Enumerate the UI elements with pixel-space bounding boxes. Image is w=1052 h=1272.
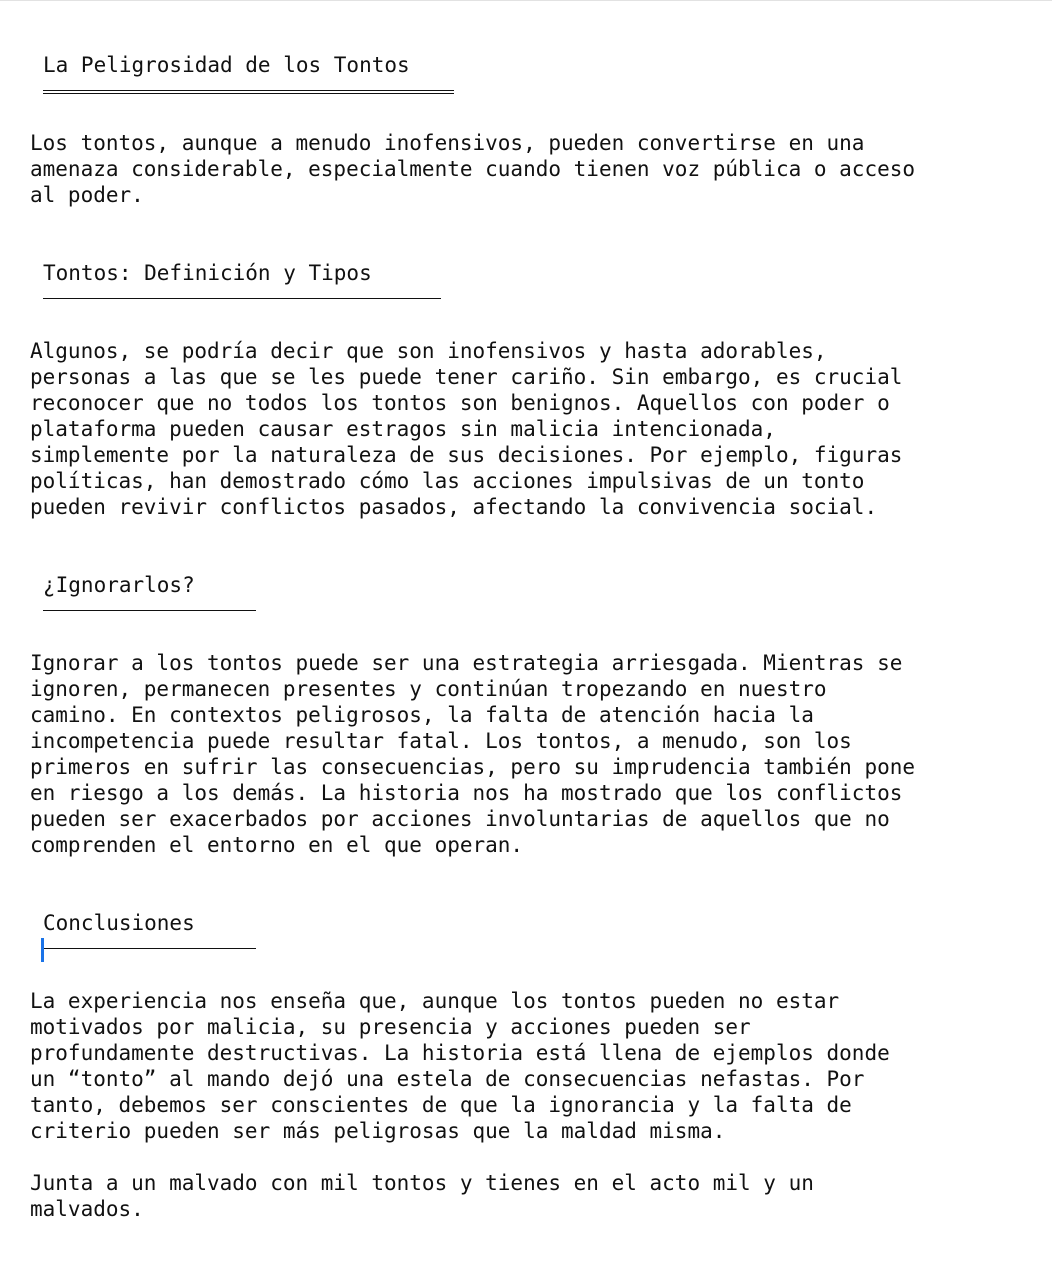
paragraph-line: camino. En contextos peligrosos, la falta de atención hacia la [30,703,814,727]
document-title: La Peligrosidad de los Tontos [43,53,410,77]
text-cursor [41,938,44,962]
paragraph-line: profundamente destructivas. La historia está llena de ejemplos donde [30,1041,890,1065]
intro-line: al poder. [30,183,144,207]
paragraph-line: comprenden el entorno en el que operan. [30,833,524,857]
paragraph-line: motivados por malicia, su presencia y acciones pueden ser [30,1015,751,1039]
paragraph-line: en riesgo a los demás. La historia nos ha mostrado que los conflictos [30,781,903,805]
paragraph-line: reconocer que no todos los tontos son benignos. Aquellos con poder o [30,391,890,415]
closing-line: Junta a un malvado con mil tontos y tienes en el acto mil y un [30,1171,814,1195]
paragraph-line: pueden revivir conflictos pasados, afectando la convivencia social. [30,495,878,519]
paragraph-line: Algunos, se podría decir que son inofensivos y hasta adorables, [30,339,827,363]
paragraph-line: un “tonto” al mando dejó una estela de consecuencias nefastas. Por [30,1067,865,1091]
paragraph-line: plataforma pueden causar estragos sin malicia intencionada, [30,417,776,441]
paragraph-line: tanto, debemos ser conscientes de que la ignorancia y la falta de [30,1093,852,1117]
paragraph-line: pueden ser exacerbados por acciones involuntarias de aquellos que no [30,807,890,831]
paragraph-line: incompetencia puede resultar fatal. Los tontos, a menudo, son los [30,729,852,753]
intro-line: amenaza considerable, especialmente cuando tienen voz pública o acceso [30,157,916,181]
paragraph-line: Ignorar a los tontos puede ser una estrategia arriesgada. Mientras se [30,651,903,675]
section-heading-conclusiones: Conclusiones [43,911,195,935]
paragraph-line: simplemente por la naturaleza de sus decisiones. Por ejemplo, figuras [30,443,903,467]
paragraph-line: criterio pueden ser más peligrosas que la maldad misma. [30,1119,726,1143]
section-underline [43,948,256,949]
section-heading-definicion: Tontos: Definición y Tipos [43,261,372,285]
paragraph-line: personas a las que se les puede tener cariño. Sin embargo, es crucial [30,365,903,389]
paragraph-line: ignoren, permanecen presentes y continúan tropezando en nuestro [30,677,827,701]
title-double-underline [43,90,454,94]
paragraph-line: políticas, han demostrado cómo las acciones impulsivas de un tonto [30,469,865,493]
section-underline [43,298,441,299]
intro-line: Los tontos, aunque a menudo inofensivos, pueden convertirse en una [30,131,865,155]
paragraph-line: La experiencia nos enseña que, aunque los tontos pueden no estar [30,989,840,1013]
section-underline [43,610,256,611]
paragraph-line: primeros en sufrir las consecuencias, pero su imprudencia también pone [30,755,916,779]
closing-line: malvados. [30,1197,144,1221]
section-heading-ignorarlos: ¿Ignorarlos? [43,573,195,597]
